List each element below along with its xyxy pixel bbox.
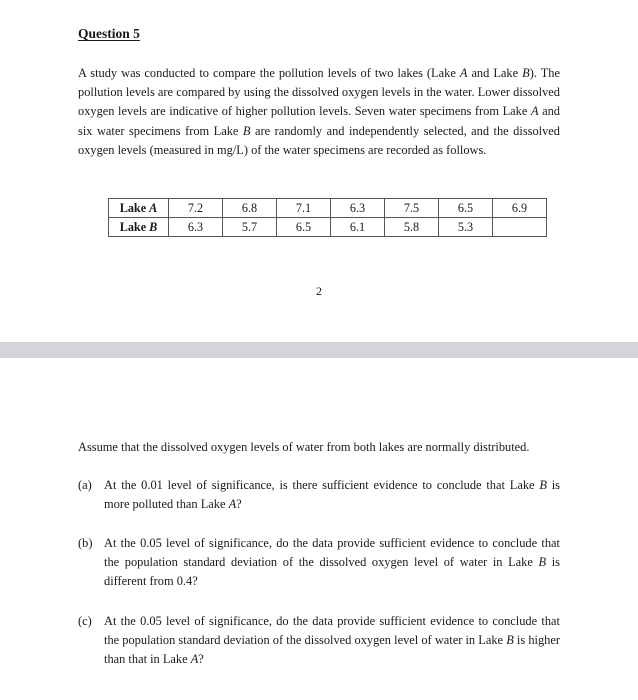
oxygen-data-table bbox=[108, 198, 547, 237]
table-cell: 5.8 bbox=[385, 218, 439, 237]
question-heading: Question 5 bbox=[78, 26, 140, 41]
table-cell: 7.1 bbox=[277, 199, 331, 218]
part-text: At the 0.05 level of significance, do the data provide sufficient evidence to conclude that the population standard deviation of the dissolved oxygen level of water in Lake B is different from 0.4? bbox=[104, 536, 560, 589]
question-intro: A study was conducted to compare the pollution levels of two lakes (Lake A and Lake B). The pollution levels are compared by using the dissolved oxygen levels in the water. Lower dissolved oxygen levels are indicative of higher pollution levels. Seven water specimens from Lake A and six water specimens from Lake B are randomly and independently selected, and the dissolved oxygen levels (measured in mg/L) of the water specimens are recorded as follows. bbox=[78, 66, 560, 157]
table-cell bbox=[493, 218, 547, 237]
part-label: (b) bbox=[78, 536, 93, 550]
table-cell: 5.3 bbox=[439, 218, 493, 237]
row-header: Lake A bbox=[109, 199, 169, 218]
question-part-b bbox=[78, 534, 560, 592]
table-row-lake-b bbox=[109, 218, 547, 237]
table-cell: 6.9 bbox=[493, 199, 547, 218]
table-cell: 7.2 bbox=[169, 199, 223, 218]
part-label: (c) bbox=[78, 614, 92, 628]
table-cell: 7.5 bbox=[385, 199, 439, 218]
row-header: Lake B bbox=[109, 218, 169, 237]
part-label: (a) bbox=[78, 478, 92, 492]
table-cell: 6.5 bbox=[277, 218, 331, 237]
page-separator bbox=[0, 342, 638, 358]
table-row-lake-a bbox=[109, 199, 547, 218]
table-cell: 6.1 bbox=[331, 218, 385, 237]
table-cell: 5.7 bbox=[223, 218, 277, 237]
table-cell: 6.3 bbox=[331, 199, 385, 218]
part-text: At the 0.05 level of significance, do the data provide sufficient evidence to conclude that the population standard deviation of the dissolved oxygen level of water in Lake B is higher than that in Lake A? bbox=[104, 614, 560, 667]
question-part-a bbox=[78, 476, 560, 514]
table-cell: 6.8 bbox=[223, 199, 277, 218]
table-cell: 6.5 bbox=[439, 199, 493, 218]
question-part-c bbox=[78, 612, 560, 670]
assumption-text: Assume that the dissolved oxygen levels of water from both lakes are normally distributed. bbox=[78, 440, 530, 454]
table-cell: 6.3 bbox=[169, 218, 223, 237]
page-number: 2 bbox=[316, 284, 322, 298]
part-text: At the 0.01 level of significance, is there sufficient evidence to conclude that Lake B is more polluted than Lake A? bbox=[104, 478, 560, 512]
